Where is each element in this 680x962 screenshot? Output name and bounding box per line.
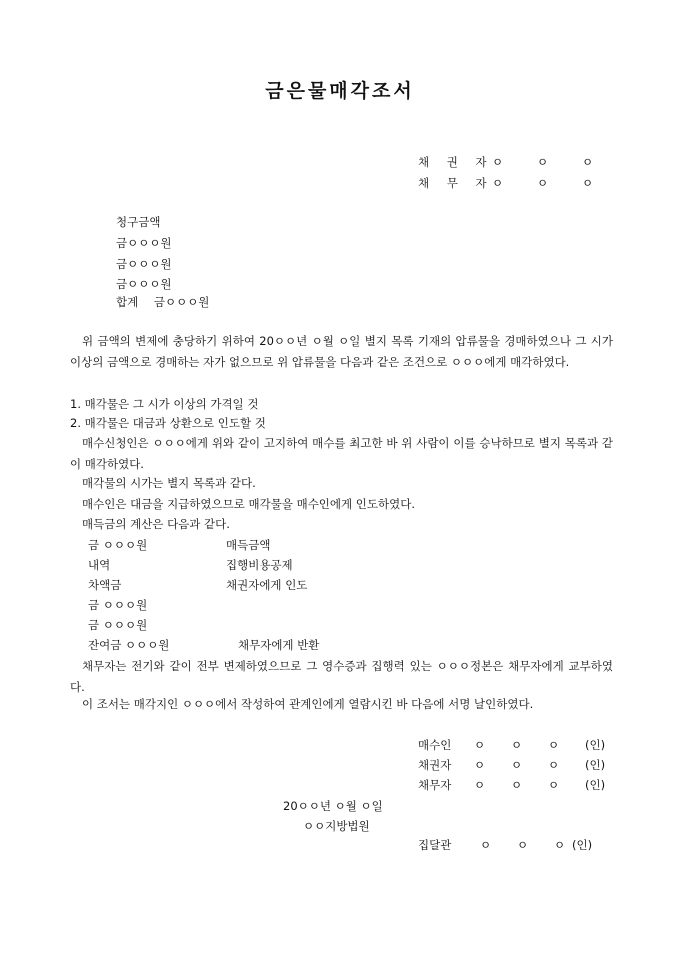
- name-mark: ㅇ: [492, 176, 504, 190]
- paragraph-auction: 위 금액의 변제에 충당하기 위하여 20ㅇㅇ년 ㅇ월 ㅇ일 별지 목록 기재의 압류물을 경매하였으나 그 시가 이상의 금액으로 경매하는 자가 없으므로 위 압류물을 다음과 같은 조건으로 ㅇㅇㅇ에게 매각하였다.: [70, 334, 613, 369]
- claim-total-value: 금ㅇㅇㅇ원: [153, 295, 210, 309]
- signature-label: 집달관: [418, 838, 452, 852]
- signature-label: 채권자: [418, 758, 452, 772]
- claim-heading: 청구금액: [116, 215, 161, 229]
- name-mark: ㅇ: [554, 838, 566, 852]
- calc-left: 금 ㅇㅇㅇ원: [88, 618, 148, 632]
- name-mark: ㅇ: [511, 778, 523, 792]
- condition-1: 1. 매각물은 그 시가 이상의 가격일 것: [70, 397, 259, 411]
- name-mark: ㅇ: [548, 758, 560, 772]
- document-date: 20ㅇㅇ년 ㅇ월 ㅇ일: [283, 799, 383, 813]
- name-mark: ㅇ: [474, 738, 486, 752]
- signature-creditor: [418, 757, 605, 773]
- seal-mark: (인): [585, 778, 606, 792]
- name-mark: ㅇ: [511, 758, 523, 772]
- calc-left: 내역: [88, 558, 111, 572]
- name-mark: ㅇ: [517, 838, 529, 852]
- name-mark: ㅇ: [548, 778, 560, 792]
- name-mark: ㅇ: [582, 155, 594, 169]
- paragraph-receipt: 채무자는 전기와 같이 전부 변제하였으므로 그 영수증과 집행력 있는 ㅇㅇㅇ정본은 채무자에게 교부하였다.: [70, 659, 613, 694]
- calc-right: 집행비용공제: [226, 558, 293, 572]
- line-delivery: 매수인은 대금을 지급하였으므로 매각물을 매수인에게 인도하였다.: [82, 497, 415, 511]
- seal-mark: (인): [572, 838, 593, 852]
- line-calculation: 매득금의 계산은 다음과 같다.: [82, 517, 230, 531]
- calc-left: 금 ㅇㅇㅇ원: [88, 598, 148, 612]
- seal-mark: (인): [585, 738, 606, 752]
- name-mark: ㅇ: [480, 838, 492, 852]
- name-mark: ㅇ: [474, 778, 486, 792]
- name-mark: ㅇ: [511, 738, 523, 752]
- name-mark: ㅇ: [492, 155, 504, 169]
- name-mark: ㅇ: [537, 176, 549, 190]
- name-mark: ㅇ: [474, 758, 486, 772]
- name-mark: ㅇ: [537, 155, 549, 169]
- name-mark: ㅇ: [548, 738, 560, 752]
- signature-label: 매수인: [418, 738, 452, 752]
- document-title: 금은물매각조서: [265, 80, 415, 102]
- calc-right: 채무자에게 반환: [238, 638, 320, 652]
- signature-officer: [418, 837, 592, 853]
- paragraph-signing: 이 조서는 매각지인 ㅇㅇㅇ에서 작성하여 관계인에게 열람시킨 바 다음에 서명 날인하였다.: [82, 697, 534, 711]
- calc-right: 채권자에게 인도: [226, 578, 308, 592]
- signature-debtor: [418, 777, 605, 793]
- party-creditor: [418, 154, 627, 170]
- condition-2: 2. 매각물은 대금과 상환으로 인도할 것: [70, 416, 266, 430]
- party-label: 채 무 자: [418, 176, 494, 190]
- claim-item: 금ㅇㅇㅇ원: [116, 277, 172, 291]
- claim-item: 금ㅇㅇㅇ원: [116, 236, 172, 250]
- signature-buyer: [418, 737, 605, 753]
- seal-mark: (인): [585, 758, 606, 772]
- paragraph-offer: 매수신청인은 ㅇㅇㅇ에게 위와 같이 고지하여 매수를 최고한 바 위 사람이 이를 승낙하므로 별지 목록과 같이 매각하였다.: [70, 436, 613, 471]
- calc-left: 잔여금 ㅇㅇㅇ원: [88, 638, 170, 652]
- calc-left: 금 ㅇㅇㅇ원: [88, 538, 148, 552]
- party-label: 채 권 자: [418, 155, 494, 169]
- line-market-price: 매각물의 시가는 별지 목록과 같다.: [82, 476, 256, 490]
- calc-right: 매득금액: [226, 538, 271, 552]
- calc-left: 차액금: [88, 578, 122, 592]
- party-debtor: [418, 175, 627, 191]
- claim-total-label: 합계: [116, 295, 139, 309]
- name-mark: ㅇ: [582, 176, 594, 190]
- claim-total: [116, 294, 209, 310]
- claim-item: 금ㅇㅇㅇ원: [116, 257, 172, 271]
- signature-label: 채무자: [418, 778, 452, 792]
- court-name: ㅇㅇ지방법원: [303, 819, 370, 833]
